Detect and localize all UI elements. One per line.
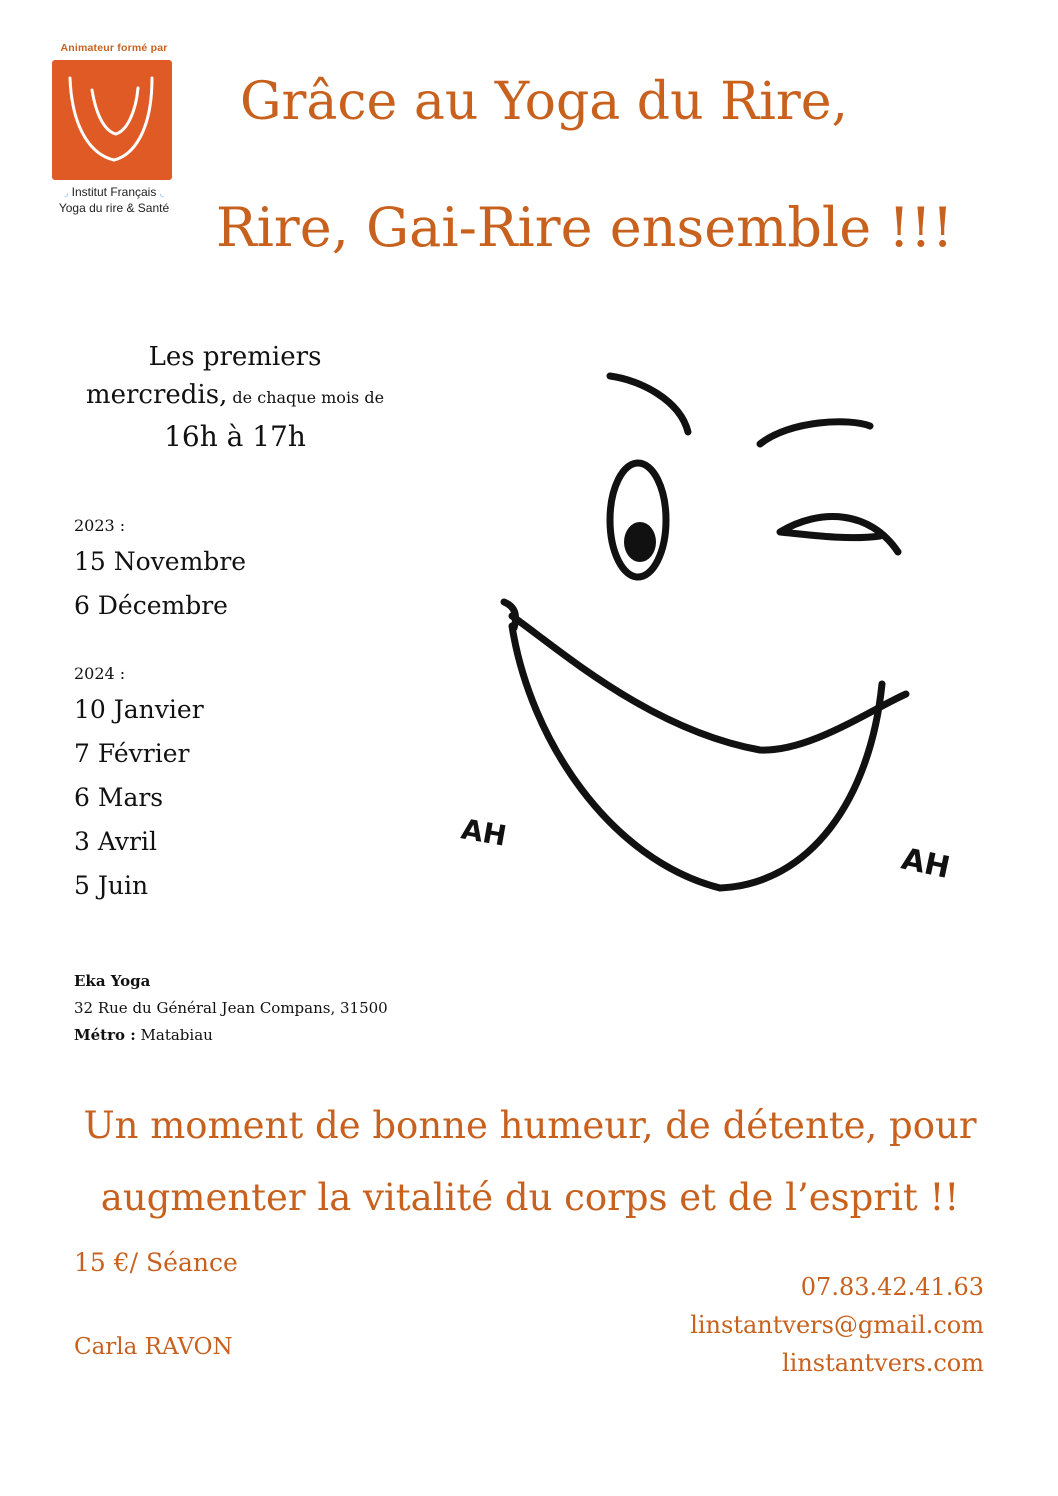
schedule-hours: 16h à 17h: [164, 420, 306, 453]
list-item: 7 Février: [74, 739, 190, 768]
contact-block: [690, 1268, 984, 1382]
right-eyebrow: [760, 422, 870, 444]
schedule-block: [70, 338, 400, 460]
tagline-line2: augmenter la vitalité du corps et de l’esprit !!: [100, 1176, 960, 1219]
contact-phone[interactable]: 07.83.42.41.63: [800, 1273, 984, 1301]
session-price: 15 €/ Séance: [74, 1248, 238, 1277]
year-2023: 2023 :: [74, 516, 126, 535]
smile-upper: [512, 616, 906, 750]
venue-name: Eka Yoga: [74, 972, 151, 990]
venue-address: 32 Rue du Général Jean Compans, 31500: [74, 999, 388, 1017]
yoga-y-icon: [52, 60, 172, 180]
page-title-line2: Rire, Gai-Rire ensemble !!!: [216, 196, 954, 259]
schedule-frequency: de chaque mois de: [227, 388, 385, 407]
schedule-line1: Les premiers: [148, 342, 322, 372]
contact-website[interactable]: linstantvers.com: [781, 1349, 984, 1377]
tagline: [60, 1090, 1000, 1234]
left-pupil: [624, 522, 656, 562]
date-list-2023: [74, 540, 246, 628]
list-item: 3 Avril: [74, 827, 157, 856]
list-item: 6 Décembre: [74, 591, 228, 620]
institute-logo: [52, 60, 172, 180]
tagline-line1: Un moment de bonne humeur, de détente, pour: [83, 1104, 977, 1147]
ah-label-left: AH: [458, 812, 509, 853]
page-title-line1: Grâce au Yoga du Rire,: [240, 72, 849, 132]
location-block: [74, 968, 388, 1049]
ah-label-right: AH: [898, 841, 953, 886]
wave-icon: ◟: [159, 188, 164, 199]
winking-smiley-illustration: [430, 340, 990, 920]
winking-right-eye: [780, 517, 898, 552]
list-item: 6 Mars: [74, 783, 164, 812]
institute-name: ◞ Institut Français ◟ Yoga du rire & Santé: [58, 185, 170, 215]
metro-label: Métro :: [74, 1026, 136, 1044]
date-list-2024: [74, 688, 204, 908]
schedule-day: mercredis,: [85, 380, 228, 410]
logo-caption: Animateur formé par: [60, 42, 168, 54]
metro-station: Matabiau: [135, 1026, 213, 1044]
contact-email[interactable]: linstantvers@gmail.com: [690, 1311, 984, 1339]
organizer-name: Carla RAVON: [74, 1334, 233, 1360]
list-item: 10 Janvier: [74, 695, 204, 724]
year-2024: 2024 :: [74, 664, 126, 683]
list-item: 5 Juin: [74, 871, 149, 900]
smile-lower: [512, 626, 882, 888]
wave-icon: ◞: [64, 188, 69, 199]
list-item: 15 Novembre: [74, 547, 247, 576]
left-eyebrow: [610, 376, 688, 432]
